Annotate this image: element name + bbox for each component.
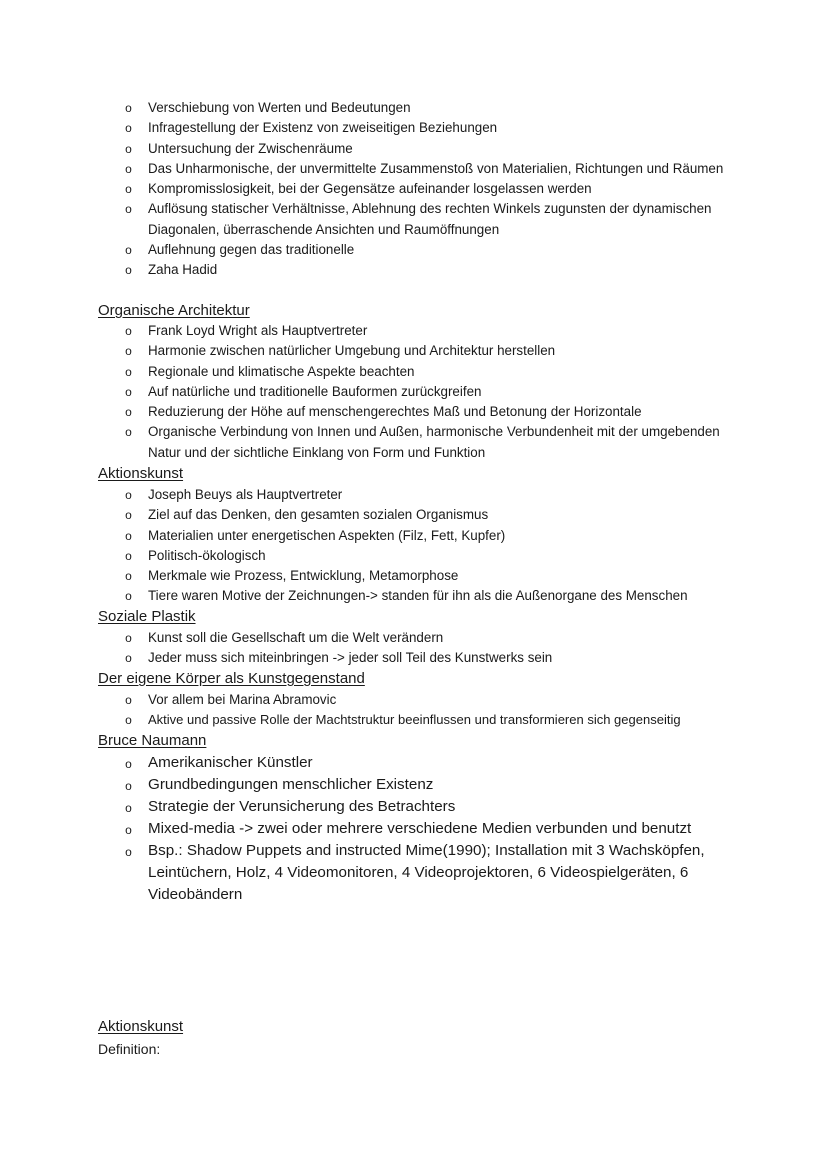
list-item: o Untersuchung der Zwischenräume: [0, 139, 828, 159]
bullet-icon: o: [125, 161, 132, 176]
list-item: o Regionale und klimatische Aspekte beachten: [0, 362, 828, 382]
bullet-icon: o: [125, 779, 132, 793]
bullet-list-soziale-plastik: [0, 628, 828, 669]
bullet-icon: o: [125, 243, 132, 258]
bullet-icon: o: [125, 693, 132, 707]
bullet-icon: o: [125, 569, 132, 584]
bullet-icon: o: [125, 384, 132, 399]
bullet-icon: o: [125, 101, 132, 115]
list-item: o Ziel auf das Denken, den gesamten sozialen Organismus: [0, 505, 828, 525]
list-item: o Mixed-media -> zwei oder mehrere verschiedene Medien verbunden und benutzt: [0, 818, 828, 840]
definition-label: Definition:: [98, 1041, 161, 1057]
bullet-icon: o: [125, 823, 132, 837]
list-item: o Strategie der Verunsicherung des Betrachters: [0, 796, 828, 818]
footer-heading-aktionskunst: Aktionskunst: [98, 1018, 184, 1035]
bullet-icon: o: [125, 202, 132, 217]
list-item: o Auf natürliche und traditionelle Bauformen zurückgreifen: [0, 382, 828, 402]
list-item: o Bsp.: Shadow Puppets and instructed Mime(1990); Installation mit 3 Wachsköpfen, Leintüchern, Holz, 4 Videomonitoren, 4 Videoprojektoren, 6 Videospielgeräten, 6 Videobändern: [125, 842, 705, 903]
bullet-icon: o: [125, 324, 132, 338]
list-item: o Joseph Beuys als Hauptvertreter: [0, 485, 828, 505]
section-heading-aktionskunst: Aktionskunst: [98, 465, 184, 482]
bullet-icon: o: [125, 548, 132, 563]
bullet-icon: o: [125, 845, 132, 859]
bullet-list-organische-architektur: [0, 321, 828, 463]
bullet-list-aktionskunst: [0, 485, 828, 607]
section-heading-bruce-naumann: Bruce Naumann: [98, 732, 207, 749]
section-heading-eigener-koerper: Der eigene Körper als Kunstgegenstand: [98, 670, 365, 687]
bullet-icon: o: [125, 364, 132, 379]
list-item: o Kunst soll die Gesellschaft um die Welt verändern: [0, 628, 828, 648]
bullet-icon: o: [125, 405, 132, 420]
list-item: o Infragestellung der Existenz von zweiseitigen Beziehungen: [0, 118, 828, 138]
bullet-icon: o: [125, 488, 132, 502]
list-item: o Tiere waren Motive der Zeichnungen-> standen für ihn als die Außenorgane des Menschen: [0, 586, 828, 606]
bullet-list-dekonstruktivismus: [0, 98, 828, 281]
bullet-icon: o: [125, 713, 132, 728]
bullet-icon: o: [125, 508, 132, 523]
bullet-icon: o: [125, 589, 132, 604]
list-item: o Verschiebung von Werten und Bedeutungen: [0, 98, 828, 118]
bullet-icon: o: [125, 121, 132, 136]
list-item: o Merkmale wie Prozess, Entwicklung, Metamorphose: [0, 566, 828, 586]
list-item: o Jeder muss sich miteinbringen -> jeder soll Teil des Kunstwerks sein: [0, 648, 828, 668]
list-item: o Politisch-ökologisch: [0, 546, 828, 566]
bullet-icon: o: [125, 425, 132, 440]
list-item: o Reduzierung der Höhe auf menschengerechtes Maß und Betonung der Horizontale: [0, 402, 828, 422]
list-item: o Amerikanischer Künstler: [0, 752, 828, 774]
list-item: o Grundbedingungen menschlicher Existenz: [0, 774, 828, 796]
list-item: o Auflehnung gegen das traditionelle: [0, 240, 828, 260]
bullet-icon: o: [125, 528, 132, 543]
bullet-icon: o: [125, 141, 132, 156]
list-item: o Vor allem bei Marina Abramovic: [0, 690, 828, 710]
list-item: o Organische Verbindung von Innen und Außen, harmonische Verbundenheit mit der umgebenden Natur und der sichtliche Einklang von Form und Funktion: [125, 424, 720, 460]
bullet-icon: o: [125, 344, 132, 359]
section-heading-soziale-plastik: Soziale Plastik: [98, 608, 196, 625]
section-heading-organische-architektur: Organische Architektur: [98, 302, 250, 319]
list-item: o Kompromisslosigkeit, bei der Gegensätze aufeinander losgelassen werden: [0, 179, 828, 199]
bullet-icon: o: [125, 801, 132, 815]
bullet-icon: o: [125, 631, 132, 645]
bullet-icon: o: [125, 757, 132, 771]
list-item: o Das Unharmonische, der unvermittelte Zusammenstoß von Materialien, Richtungen und Räumen: [0, 159, 828, 179]
list-item: o Harmonie zwischen natürlicher Umgebung und Architektur herstellen: [0, 341, 828, 361]
list-item: o Aktive und passive Rolle der Machtstruktur beeinflussen und transformieren sich gegenseitig: [0, 710, 828, 730]
bullet-icon: o: [125, 182, 132, 197]
list-item: o Materialien unter energetischen Aspekten (Filz, Fett, Kupfer): [0, 526, 828, 546]
list-item: o Zaha Hadid: [0, 260, 828, 280]
list-item: o Frank Loyd Wright als Hauptvertreter: [0, 321, 828, 341]
bullet-icon: o: [125, 651, 132, 666]
bullet-icon: o: [125, 263, 132, 278]
bullet-list-eigener-koerper: [0, 690, 828, 731]
list-item: o Auflösung statischer Verhältnisse, Ablehnung des rechten Winkels zugunsten der dynamischen Diagonalen, überraschende Ansichten und Raumöffnungen: [125, 201, 712, 237]
bullet-list-bruce-naumann: [0, 752, 828, 906]
